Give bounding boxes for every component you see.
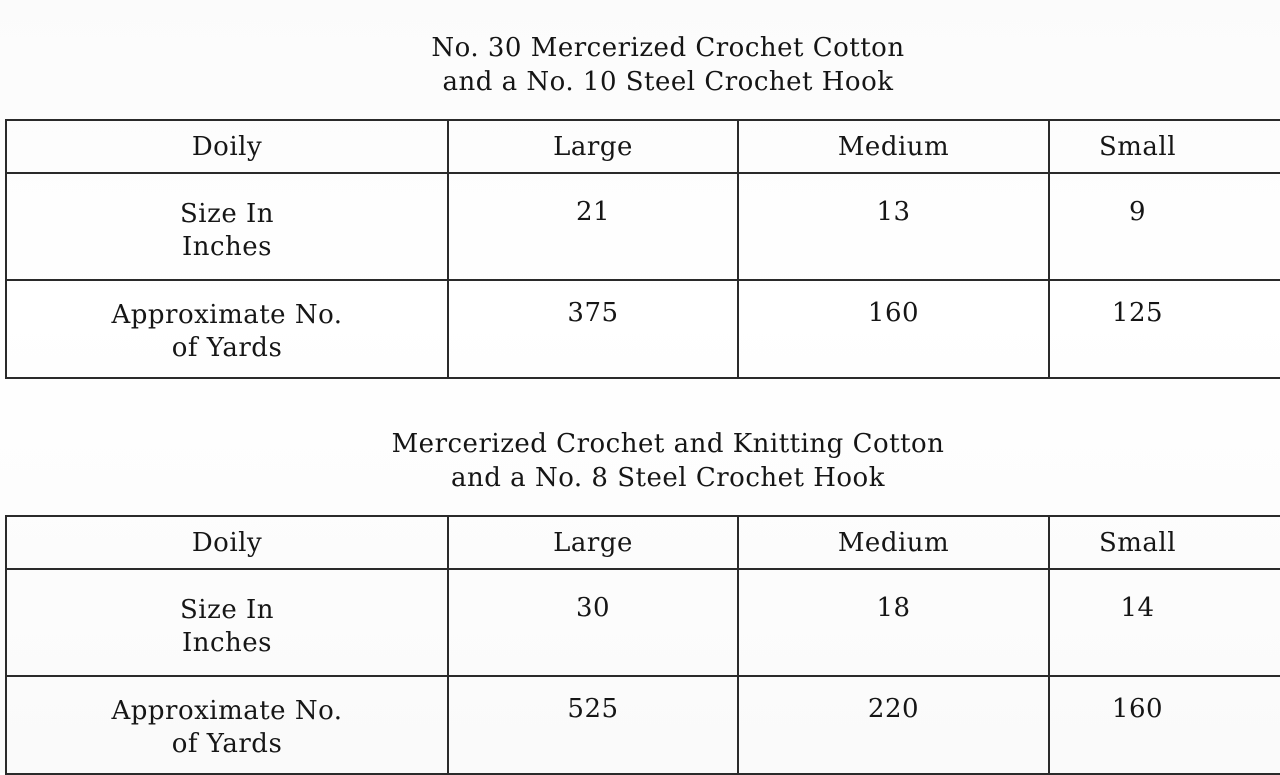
row-label-line-2: Inches bbox=[181, 232, 273, 262]
cell-yards-medium: 160 bbox=[738, 280, 1049, 378]
cell-size-medium: 18 bbox=[738, 569, 1049, 676]
row-label-line-1: Approximate No. bbox=[111, 696, 343, 726]
section-heading-knitting-cotton bbox=[0, 427, 1280, 495]
table-row-yards bbox=[6, 676, 1280, 774]
row-label-size bbox=[6, 173, 448, 280]
row-label-line-2: of Yards bbox=[171, 729, 283, 759]
cell-yards-large: 525 bbox=[448, 676, 738, 774]
heading-line-2: and a No. 8 Steel Crochet Hook bbox=[451, 463, 885, 493]
cell-yards-medium: 220 bbox=[738, 676, 1049, 774]
header-doily: Doily bbox=[6, 516, 448, 569]
table-header-row bbox=[6, 516, 1280, 569]
heading-line-2: and a No. 10 Steel Crochet Hook bbox=[442, 67, 894, 97]
row-label-line-1: Approximate No. bbox=[111, 300, 343, 330]
heading-line-1: No. 30 Mercerized Crochet Cotton bbox=[431, 33, 905, 63]
row-label-yards bbox=[6, 676, 448, 774]
table-row-size bbox=[6, 569, 1280, 676]
heading-line-1: Mercerized Crochet and Knitting Cotton bbox=[391, 429, 945, 459]
header-medium: Medium bbox=[738, 516, 1049, 569]
cell-size-medium: 13 bbox=[738, 173, 1049, 280]
cell-size-large: 21 bbox=[448, 173, 738, 280]
header-small: Small bbox=[1049, 516, 1280, 569]
yardage-table-knitting bbox=[5, 515, 1280, 775]
cell-size-large: 30 bbox=[448, 569, 738, 676]
cell-size-small: 9 bbox=[1049, 173, 1280, 280]
cell-yards-small: 125 bbox=[1049, 280, 1280, 378]
row-label-line-1: Size In bbox=[180, 595, 274, 625]
header-large: Large bbox=[448, 516, 738, 569]
cell-size-small: 14 bbox=[1049, 569, 1280, 676]
header-doily: Doily bbox=[6, 120, 448, 173]
cell-yards-large: 375 bbox=[448, 280, 738, 378]
header-small: Small bbox=[1049, 120, 1280, 173]
row-label-line-2: Inches bbox=[181, 628, 273, 658]
header-large: Large bbox=[448, 120, 738, 173]
row-label-yards bbox=[6, 280, 448, 378]
row-label-line-1: Size In bbox=[180, 199, 274, 229]
row-label-line-2: of Yards bbox=[171, 333, 283, 363]
table-row-yards bbox=[6, 280, 1280, 378]
yardage-table-no30 bbox=[5, 119, 1280, 379]
cell-yards-small: 160 bbox=[1049, 676, 1280, 774]
row-label-size bbox=[6, 569, 448, 676]
table-header-row bbox=[6, 120, 1280, 173]
section-heading-thread-no30 bbox=[0, 31, 1280, 99]
table-row-size bbox=[6, 173, 1280, 280]
header-medium: Medium bbox=[738, 120, 1049, 173]
